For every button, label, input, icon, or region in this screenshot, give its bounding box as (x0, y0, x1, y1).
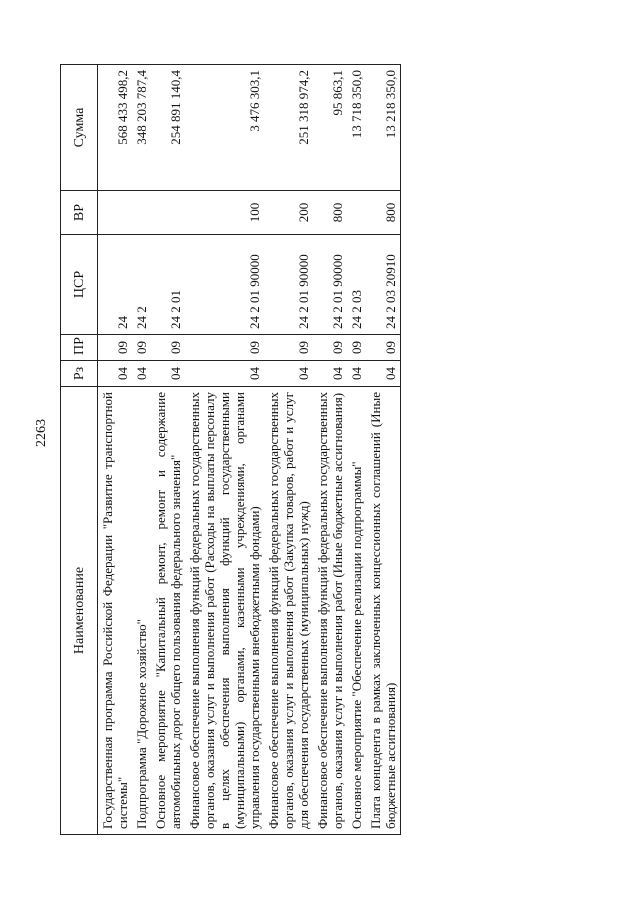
table-row (98, 65, 133, 835)
table-row (151, 65, 185, 835)
row-vr: 800 (313, 191, 347, 235)
row-vr (347, 191, 366, 235)
table-header-row (61, 65, 98, 835)
row-pr: 09 (185, 335, 264, 361)
row-csr: 24 2 01 90000 (313, 235, 347, 335)
row-vr (151, 191, 185, 235)
row-vr: 800 (366, 191, 401, 235)
row-pr: 09 (347, 335, 366, 361)
row-pr: 09 (264, 335, 313, 361)
row-pr: 09 (132, 335, 151, 361)
row-sum: 3 476 303,1 (185, 65, 264, 191)
row-pr: 09 (366, 335, 401, 361)
row-rz: 04 (264, 361, 313, 387)
row-rz: 04 (132, 361, 151, 387)
row-pr: 09 (98, 335, 133, 361)
row-name: Финансовое обеспечение выполнения функций федеральных государственных органов, оказания услуг и выполнения работ (Расходы на выплаты персоналу в целях обеспечения выполнения функций государственными (муниципальными) органами, казенными учреждениями, органами управления государственными внебюджетными фондами) (185, 387, 264, 835)
header-vr: ВР (61, 191, 98, 235)
row-sum: 13 218 350,0 (366, 65, 401, 191)
row-name: Государственная программа Российской Федерации "Развитие транспортной системы" (98, 387, 133, 835)
header-sum: Сумма (61, 65, 98, 191)
table-row (347, 65, 366, 835)
row-rz: 04 (313, 361, 347, 387)
row-rz: 04 (185, 361, 264, 387)
row-csr: 24 2 (132, 235, 151, 335)
row-sum: 568 433 498,2 (98, 65, 133, 191)
row-rz: 04 (151, 361, 185, 387)
table-row (313, 65, 347, 835)
header-rz: Рз (61, 361, 98, 387)
row-sum: 251 318 974,2 (264, 65, 313, 191)
row-rz: 04 (366, 361, 401, 387)
table-row (366, 65, 401, 835)
row-name: Основное мероприятие "Капитальный ремонт, ремонт и содержание автомобильных дорог общего пользования федерального значения" (151, 387, 185, 835)
row-name: Финансовое обеспечение выполнения функций федеральных государственных органов, оказания услуг и выполнения работ (Иные бюджетные ассигнования) (313, 387, 347, 835)
row-vr (132, 191, 151, 235)
row-csr: 24 2 01 90000 (185, 235, 264, 335)
row-name: Финансовое обеспечение выполнения функций федеральных государственных органов, оказания услуг и выполнения работ (Закупка товаров, работ и услуг для обеспечения государственных (муниципальных) нужд) (264, 387, 313, 835)
table-row (264, 65, 313, 835)
row-vr: 200 (264, 191, 313, 235)
row-csr: 24 2 03 (347, 235, 366, 335)
rotated-table-container (60, 65, 550, 835)
row-csr: 24 (98, 235, 133, 335)
table-row (185, 65, 264, 835)
row-sum: 95 863,1 (313, 65, 347, 191)
row-vr (98, 191, 133, 235)
row-csr: 24 2 01 (151, 235, 185, 335)
header-name: Наименование (61, 387, 98, 835)
row-pr: 09 (313, 335, 347, 361)
row-rz: 04 (347, 361, 366, 387)
budget-table (60, 64, 401, 835)
row-sum: 254 891 140,4 (151, 65, 185, 191)
row-csr: 24 2 03 20910 (366, 235, 401, 335)
row-sum: 13 718 350,0 (347, 65, 366, 191)
table-row (132, 65, 151, 835)
row-name: Подпрограмма "Дорожное хозяйство" (132, 387, 151, 835)
header-pr: ПР (61, 335, 98, 361)
row-vr: 100 (185, 191, 264, 235)
row-csr: 24 2 01 90000 (264, 235, 313, 335)
row-sum: 348 203 787,4 (132, 65, 151, 191)
row-pr: 09 (151, 335, 185, 361)
header-csr: ЦСР (61, 235, 98, 335)
row-name: Основное мероприятие "Обеспечение реализации подпрограммы" (347, 387, 366, 835)
row-rz: 04 (98, 361, 133, 387)
page-number: 2263 (34, 419, 49, 447)
row-name: Плата концедента в рамках заключенных концессионных соглашений (Иные бюджетные ассигнования) (366, 387, 401, 835)
